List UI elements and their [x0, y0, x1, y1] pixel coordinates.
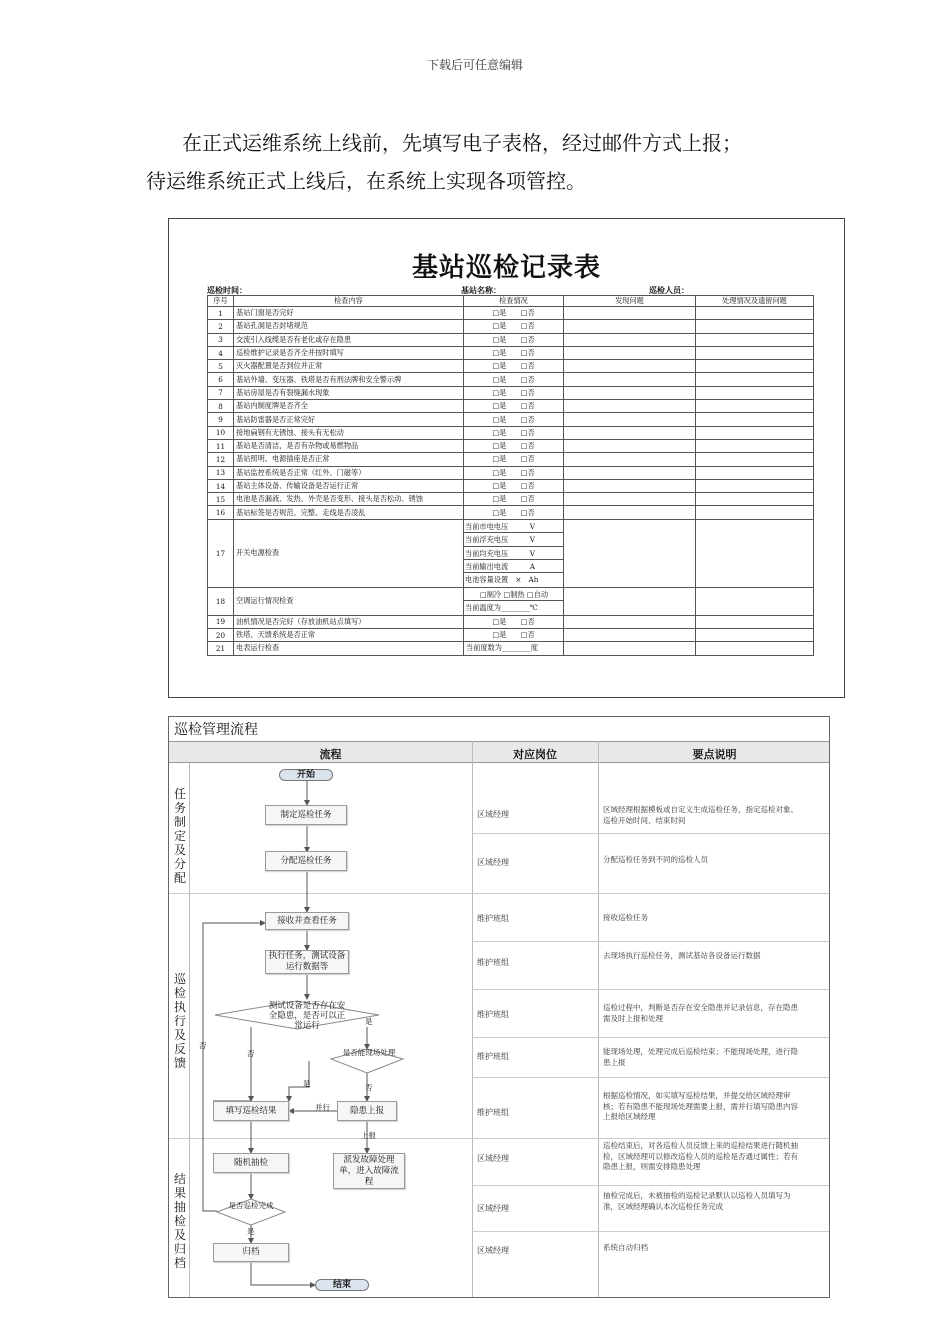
row-item: 基站照明、电源插座是否正常	[234, 453, 464, 466]
issue-cell[interactable]	[564, 346, 696, 359]
table-body	[208, 307, 814, 656]
issue-cell[interactable]	[564, 466, 696, 479]
intro-paragraph	[146, 124, 846, 200]
row-checks	[464, 519, 564, 587]
role-cell: 维护班组	[477, 1052, 509, 1061]
row-number: 15	[208, 493, 234, 506]
table-header-row	[208, 296, 814, 307]
row-check[interactable]: 当前度数为________度	[464, 642, 564, 655]
row-item: 油机情况是否完好（存放油机站点填写）	[234, 615, 464, 628]
table-row	[208, 307, 814, 320]
handling-cell[interactable]	[696, 642, 814, 655]
meta-person-label: 巡检人员：	[649, 285, 689, 295]
check-line: 当前均充电压 V	[464, 547, 563, 560]
report-hazard-box: 隐患上报	[337, 1101, 397, 1121]
table-row	[208, 360, 814, 373]
archive-box: 归档	[213, 1243, 289, 1262]
handling-cell[interactable]	[696, 307, 814, 320]
col-header: 处理情况及遗留问题	[696, 296, 814, 307]
handling-cell[interactable]	[696, 479, 814, 492]
stage-label: 巡检执行及反馈	[173, 972, 186, 1070]
issue-cell[interactable]	[564, 493, 696, 506]
row-number: 21	[208, 642, 234, 655]
row-item: 基站内制度牌是否齐全	[234, 400, 464, 413]
row-number: 20	[208, 629, 234, 642]
issue-cell[interactable]	[564, 479, 696, 492]
random-check-box: 随机抽检	[213, 1153, 289, 1173]
handling-cell[interactable]	[696, 386, 814, 399]
row-check[interactable]: □是 □否	[464, 307, 564, 320]
handling-cell[interactable]	[696, 426, 814, 439]
inspection-form	[168, 218, 845, 698]
handling-cell[interactable]	[696, 413, 814, 426]
col-header: 检查内容	[234, 296, 464, 307]
row-number: 4	[208, 346, 234, 359]
end-node: 结束	[315, 1279, 369, 1291]
row-item: 基站门窗是否完好	[234, 307, 464, 320]
row-check[interactable]: □是 □否	[464, 479, 564, 492]
row-check[interactable]: □是 □否	[464, 413, 564, 426]
issue-cell[interactable]	[564, 426, 696, 439]
edge-label-yes: 是	[365, 1017, 373, 1026]
row-item: 基站房屋是否有裂缝漏水现象	[234, 386, 464, 399]
table-row	[208, 426, 814, 439]
dispatch-fault-box: 派发故障处理单，进入故障流程	[333, 1153, 405, 1189]
handling-cell[interactable]	[696, 360, 814, 373]
role-cell: 维护班组	[477, 1010, 509, 1019]
table-row	[208, 493, 814, 506]
handling-cell[interactable]	[696, 439, 814, 452]
row-number: 2	[208, 320, 234, 333]
edge-label-no: 否	[199, 1041, 207, 1050]
check-line: 当前输出电流 A	[464, 560, 563, 573]
issue-cell[interactable]	[564, 400, 696, 413]
table-row	[208, 439, 814, 452]
issue-cell[interactable]	[564, 519, 696, 587]
handling-cell[interactable]	[696, 519, 814, 587]
row-check[interactable]: □是 □否	[464, 439, 564, 452]
row-number: 13	[208, 466, 234, 479]
edge-label-up: 上报	[361, 1131, 376, 1140]
table-row	[208, 479, 814, 492]
role-cell: 区域经理	[477, 1204, 509, 1213]
edge-label-yes: 是	[303, 1079, 311, 1088]
row-item: 接地扁钢有无锈蚀、接头有无松动	[234, 426, 464, 439]
stage-label: 任务制定及分配	[173, 787, 186, 885]
row-number: 8	[208, 400, 234, 413]
col-header: 序号	[208, 296, 234, 307]
row-item: 基站外墙、变压器、铁塔是否有刑法牌和安全警示牌	[234, 373, 464, 386]
note-cell: 去现场执行巡检任务，测试基站各设备运行数据	[603, 951, 761, 960]
table-row	[208, 615, 814, 628]
role-cell: 区域经理	[477, 1246, 509, 1255]
table-row	[208, 642, 814, 655]
table-row	[208, 453, 814, 466]
role-cell: 维护班组	[477, 914, 509, 923]
row-number: 10	[208, 426, 234, 439]
row-check[interactable]: □是 □否	[464, 360, 564, 373]
process-flow	[168, 716, 830, 1298]
row-number: 5	[208, 360, 234, 373]
handling-cell[interactable]	[696, 615, 814, 628]
row-item: 灭火器配置是否到位并正常	[234, 360, 464, 373]
table-row	[208, 466, 814, 479]
row-check[interactable]: □是 □否	[464, 493, 564, 506]
role-cell: 区域经理	[477, 1154, 509, 1163]
table-row	[208, 320, 814, 333]
row-number: 1	[208, 307, 234, 320]
issue-cell[interactable]	[564, 439, 696, 452]
edge-label-no: 否	[365, 1083, 373, 1092]
receive-task-box: 接收并查看任务	[265, 912, 349, 930]
handling-cell[interactable]	[696, 466, 814, 479]
row-item: 基站监控系统是否正常（红外、门磁等）	[234, 466, 464, 479]
fill-result-box: 填写巡检结果	[213, 1101, 289, 1121]
row-check[interactable]: □是 □否	[464, 466, 564, 479]
check-line: 当前浮充电压 V	[464, 533, 563, 546]
issue-cell[interactable]	[564, 373, 696, 386]
row-item: 电表运行检查	[234, 642, 464, 655]
decision-2-text: 是否能现场处理	[342, 1048, 396, 1057]
row-item: 开关电源检查	[234, 519, 464, 587]
row-item: 基站主体设备、传输设备是否运行正常	[234, 479, 464, 492]
handling-cell[interactable]	[696, 506, 814, 519]
row-item: 基站是否清洁，是否有杂物或易燃物品	[234, 439, 464, 452]
row-number: 7	[208, 386, 234, 399]
row-item: 空调运行情况检查	[234, 587, 464, 615]
issue-cell[interactable]	[564, 360, 696, 373]
issue-cell[interactable]	[564, 587, 696, 615]
plan-task-box: 制定巡检任务	[265, 805, 347, 825]
row-check[interactable]: □是 □否	[464, 333, 564, 346]
check-line: 电池容量设置 × Ah	[465, 575, 539, 585]
header-process: 流程	[319, 748, 342, 761]
row-check[interactable]: □是 □否	[464, 386, 564, 399]
table-row	[208, 346, 814, 359]
connector	[213, 1027, 251, 1101]
note-cell: 区域经理根据模板或自定义生成巡检任务，指定巡检对象、巡检开始时间、结束时间	[603, 805, 798, 825]
row-check[interactable]: □是 □否	[464, 629, 564, 642]
handling-cell[interactable]	[696, 346, 814, 359]
role-cell: 区域经理	[477, 858, 509, 867]
start-node: 开始	[279, 769, 333, 781]
row-check[interactable]: □是 □否	[464, 320, 564, 333]
row-item: 基站孔洞是否封堵规范	[234, 320, 464, 333]
intro-line-2: 待运维系统正式上线后，在系统上实现各项管控。	[146, 169, 586, 193]
check-line: □制冷 □制热 □自动	[464, 588, 563, 601]
note-cell: 能现场处理，处理完成后巡检结束；不能现场处理，进行隐患上报	[603, 1047, 798, 1067]
row-checks	[464, 587, 564, 615]
row-check[interactable]: □是 □否	[464, 426, 564, 439]
execute-task-box: 执行任务，测试设备运行数据等	[265, 950, 349, 974]
col-header: 检查情况	[464, 296, 564, 307]
intro-line-1: 在正式运维系统上线前，先填写电子表格，经过邮件方式上报；	[182, 131, 742, 155]
check-line: 当前温度为________℃	[465, 603, 538, 613]
note-cell: 接收巡检任务	[603, 913, 648, 922]
handling-cell[interactable]	[696, 587, 814, 615]
table-row	[208, 506, 814, 519]
row-item: 基站标签是否规范、完整、走线是否凌乱	[234, 506, 464, 519]
note-cell: 分配巡检任务到不同的巡检人员	[603, 855, 708, 864]
meta-time-label: 巡检时间：	[207, 285, 247, 295]
table-row	[208, 413, 814, 426]
table-row	[208, 587, 814, 615]
table-row	[208, 333, 814, 346]
check-line: 当前市电电压 V	[464, 520, 563, 533]
edge-label-yes: 是	[247, 1227, 255, 1236]
issue-cell[interactable]	[564, 307, 696, 320]
note-cell: 抽检完成后，未被抽检的巡检记录默认以巡检人员填写为准，区域经理确认本次巡检任务完成	[603, 1191, 791, 1211]
table-row	[208, 373, 814, 386]
issue-cell[interactable]	[564, 333, 696, 346]
row-item: 电池是否漏液、发热、外壳是否变形、接头是否松动、锈蚀	[234, 493, 464, 506]
note-cell: 系统自动归档	[603, 1243, 648, 1252]
row-number: 18	[208, 587, 234, 615]
row-check[interactable]: □是 □否	[464, 373, 564, 386]
row-number: 11	[208, 439, 234, 452]
row-item: 巡检维护记录是否齐全并按时填写	[234, 346, 464, 359]
col-header: 发现问题	[564, 296, 696, 307]
edge-label-exec: 并行	[315, 1103, 330, 1112]
row-item: 基站防雷器是否正常完好	[234, 413, 464, 426]
issue-cell[interactable]	[564, 453, 696, 466]
handling-cell[interactable]	[696, 373, 814, 386]
row-number: 12	[208, 453, 234, 466]
issue-cell[interactable]	[564, 320, 696, 333]
header-role: 对应岗位	[513, 748, 557, 761]
row-number: 17	[208, 519, 234, 587]
row-check[interactable]: □是 □否	[464, 346, 564, 359]
edge-label-no: 否	[247, 1049, 255, 1058]
table-row	[208, 386, 814, 399]
row-number: 6	[208, 373, 234, 386]
role-cell: 维护班组	[477, 1108, 509, 1117]
assign-task-box: 分配巡检任务	[265, 851, 347, 871]
decision-3-text: 是否巡检完成	[228, 1201, 274, 1210]
handling-cell[interactable]	[696, 400, 814, 413]
row-item: 铁塔、天馈系统是否正常	[234, 629, 464, 642]
row-check[interactable]: □是 □否	[464, 400, 564, 413]
note-cell: 根据巡检情况，如实填写巡检结果，并提交给区域经理审核；若有隐患不能现场处理需要上报，需并行填写隐患内容上报给区域经理	[603, 1091, 798, 1121]
handling-cell[interactable]	[696, 453, 814, 466]
role-cell: 区域经理	[477, 810, 509, 819]
decision-1-text: 测试设备是否存在安全隐患，是否可以正常运行	[268, 1001, 346, 1031]
issue-cell[interactable]	[564, 615, 696, 628]
issue-cell[interactable]	[564, 642, 696, 655]
row-number: 9	[208, 413, 234, 426]
row-check[interactable]: □是 □否	[464, 615, 564, 628]
row-item: 交流引入线缆是否有老化或存在隐患	[234, 333, 464, 346]
role-cell: 维护班组	[477, 958, 509, 967]
row-number: 14	[208, 479, 234, 492]
handling-cell[interactable]	[696, 629, 814, 642]
connector	[251, 1262, 315, 1285]
handling-cell[interactable]	[696, 493, 814, 506]
handling-cell[interactable]	[696, 333, 814, 346]
note-cell: 巡检过程中，判断是否存在安全隐患并记录信息，存在隐患需及时上报和处理	[603, 1003, 798, 1023]
row-number: 3	[208, 333, 234, 346]
table-row	[208, 400, 814, 413]
issue-cell[interactable]	[564, 413, 696, 426]
note-cell: 巡检结束后，对各巡检人员反馈上来的巡检结果进行随机抽检，区域经理可以修改巡检人员的巡检是否通过属性；若有隐患上报，则需安排隐患处理	[603, 1141, 798, 1171]
issue-cell[interactable]	[564, 629, 696, 642]
row-check[interactable]: □是 □否	[464, 506, 564, 519]
flow-title: 巡检管理流程	[174, 722, 258, 738]
handling-cell[interactable]	[696, 320, 814, 333]
issue-cell[interactable]	[564, 386, 696, 399]
table-row	[208, 519, 814, 587]
form-title: 基站巡检记录表	[411, 253, 601, 283]
meta-site-label: 基站名称：	[461, 285, 501, 295]
stage-label: 结果抽检及归档	[173, 1172, 186, 1270]
row-number: 19	[208, 615, 234, 628]
issue-cell[interactable]	[564, 506, 696, 519]
header-note: 下载后可任意编辑	[426, 58, 523, 72]
inspection-table	[207, 295, 814, 656]
row-number: 16	[208, 506, 234, 519]
row-check[interactable]: □是 □否	[464, 453, 564, 466]
table-row	[208, 629, 814, 642]
header-note: 要点说明	[692, 748, 737, 761]
